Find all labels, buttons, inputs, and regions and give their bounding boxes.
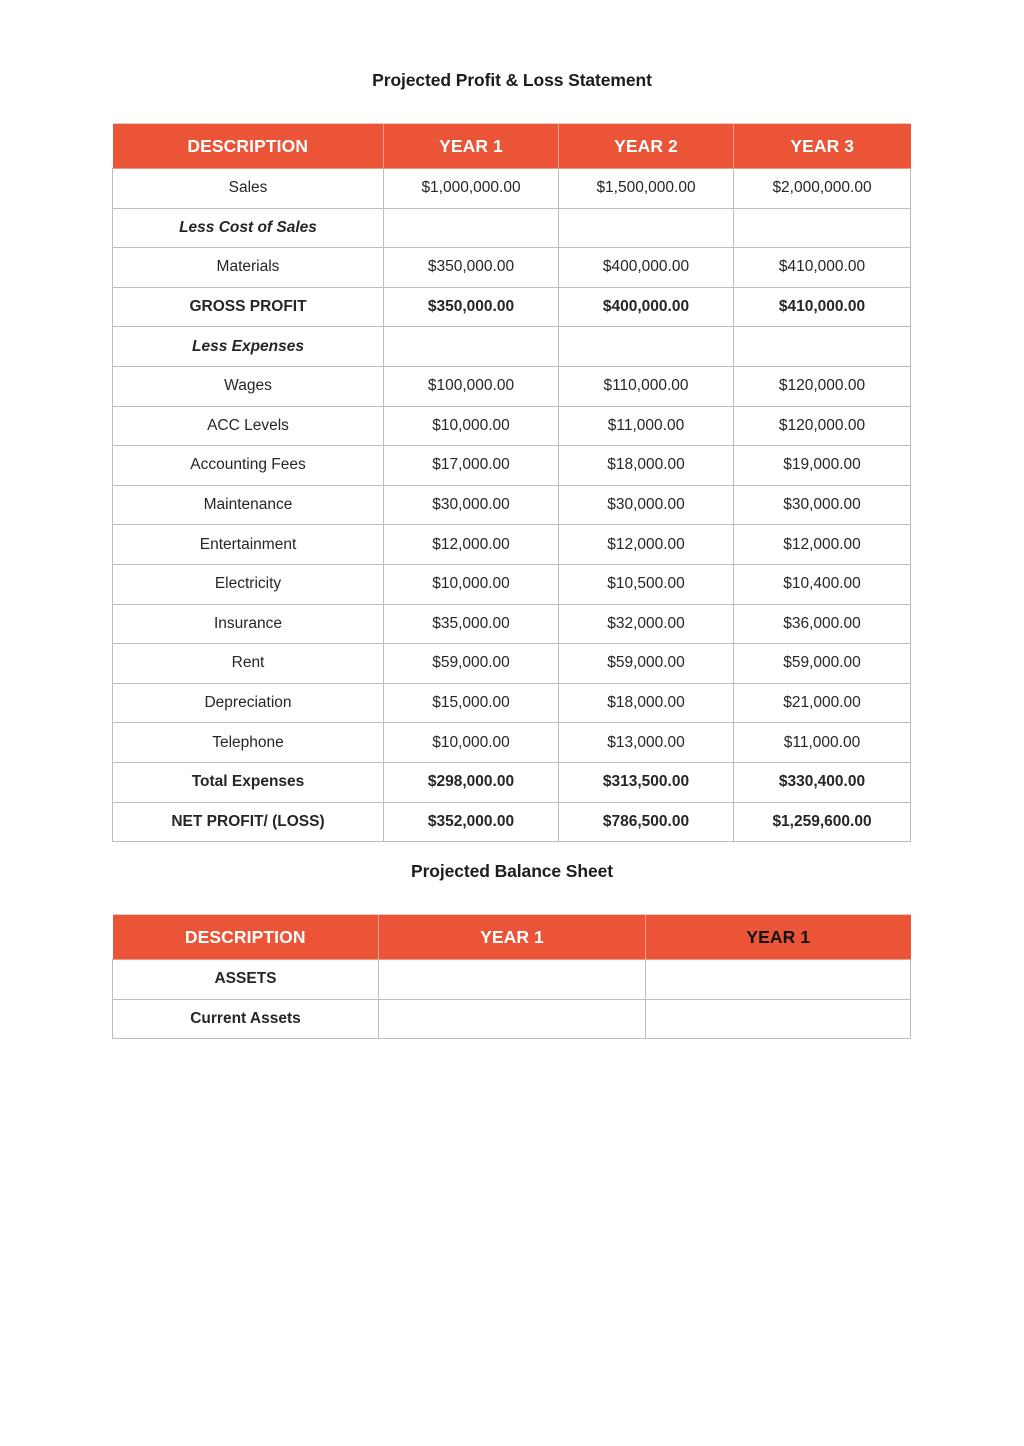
cell-value: $1,500,000.00 — [559, 169, 734, 209]
profit-loss-table-body — [113, 169, 911, 842]
row-label-net-profit-loss: NET PROFIT/ (LOSS) — [113, 802, 384, 842]
row-label-maintenance: Maintenance — [113, 485, 384, 525]
row-label-assets: ASSETS — [113, 960, 379, 1000]
table-row — [113, 723, 911, 763]
cell-value: $35,000.00 — [384, 604, 559, 644]
table-row — [113, 406, 911, 446]
table-row — [113, 564, 911, 604]
cell-value — [559, 208, 734, 248]
table-row — [113, 644, 911, 684]
cell-value: $10,000.00 — [384, 723, 559, 763]
cell-value: $410,000.00 — [734, 287, 911, 327]
cell-value: $17,000.00 — [384, 446, 559, 486]
cell-value: $1,259,600.00 — [734, 802, 911, 842]
cell-value: $313,500.00 — [559, 762, 734, 802]
cell-value: $59,000.00 — [734, 644, 911, 684]
table-header-row — [113, 124, 911, 169]
cell-value — [646, 999, 911, 1039]
cell-value: $30,000.00 — [559, 485, 734, 525]
cell-value: $786,500.00 — [559, 802, 734, 842]
cell-value: $21,000.00 — [734, 683, 911, 723]
row-label-current-assets: Current Assets — [113, 999, 379, 1039]
cell-value: $100,000.00 — [384, 366, 559, 406]
row-label-telephone: Telephone — [113, 723, 384, 763]
column-header-year-1: YEAR 1 — [384, 124, 559, 169]
cell-value — [559, 327, 734, 367]
balance-sheet-title: Projected Balance Sheet — [411, 861, 613, 881]
profit-loss-table — [112, 123, 911, 842]
cell-value: $10,400.00 — [734, 564, 911, 604]
cell-value: $330,400.00 — [734, 762, 911, 802]
cell-value: $120,000.00 — [734, 406, 911, 446]
row-label-insurance: Insurance — [113, 604, 384, 644]
cell-value — [734, 208, 911, 248]
cell-value: $15,000.00 — [384, 683, 559, 723]
cell-value: $1,000,000.00 — [384, 169, 559, 209]
row-label-rent: Rent — [113, 644, 384, 684]
cell-value: $110,000.00 — [559, 366, 734, 406]
cell-value: $18,000.00 — [559, 683, 734, 723]
cell-value: $36,000.00 — [734, 604, 911, 644]
cell-value — [379, 999, 646, 1039]
cell-value: $12,000.00 — [734, 525, 911, 565]
cell-value: $10,000.00 — [384, 406, 559, 446]
profit-loss-table-header — [113, 124, 911, 169]
table-row — [113, 446, 911, 486]
table-row — [113, 525, 911, 565]
column-header-year-2: YEAR 2 — [559, 124, 734, 169]
cell-value — [734, 327, 911, 367]
table-row — [113, 208, 911, 248]
table-row — [113, 327, 911, 367]
row-label-accounting-fees: Accounting Fees — [113, 446, 384, 486]
table-row — [113, 604, 911, 644]
column-header-year-3: YEAR 3 — [734, 124, 911, 169]
profit-loss-title: Projected Profit & Loss Statement — [372, 70, 652, 90]
cell-value: $400,000.00 — [559, 287, 734, 327]
cell-value: $2,000,000.00 — [734, 169, 911, 209]
cell-value: $11,000.00 — [734, 723, 911, 763]
table-row — [113, 802, 911, 842]
table-row — [113, 248, 911, 288]
cell-value: $30,000.00 — [734, 485, 911, 525]
balance-sheet-table-header — [113, 915, 911, 960]
table-header-row — [113, 915, 911, 960]
balance-sheet-table-body — [113, 960, 911, 1039]
row-label-materials: Materials — [113, 248, 384, 288]
cell-value: $59,000.00 — [559, 644, 734, 684]
cell-value: $11,000.00 — [559, 406, 734, 446]
balance-sheet-table — [112, 914, 911, 1039]
row-label-sales: Sales — [113, 169, 384, 209]
table-row — [113, 485, 911, 525]
cell-value — [384, 208, 559, 248]
cell-value: $10,500.00 — [559, 564, 734, 604]
table-row — [113, 762, 911, 802]
cell-value: $12,000.00 — [559, 525, 734, 565]
table-row — [113, 169, 911, 209]
table-row — [113, 366, 911, 406]
cell-value: $18,000.00 — [559, 446, 734, 486]
cell-value: $12,000.00 — [384, 525, 559, 565]
column-header-year-1-3: YEAR 1 — [646, 915, 911, 960]
cell-value: $10,000.00 — [384, 564, 559, 604]
cell-value: $298,000.00 — [384, 762, 559, 802]
cell-value: $32,000.00 — [559, 604, 734, 644]
cell-value — [384, 327, 559, 367]
row-label-less-cost-of-sales: Less Cost of Sales — [113, 208, 384, 248]
cell-value — [646, 960, 911, 1000]
row-label-electricity: Electricity — [113, 564, 384, 604]
table-row — [113, 960, 911, 1000]
cell-value: $352,000.00 — [384, 802, 559, 842]
column-header-year-1-2: YEAR 1 — [379, 915, 646, 960]
cell-value: $13,000.00 — [559, 723, 734, 763]
row-label-total-expenses: Total Expenses — [113, 762, 384, 802]
column-header-description: DESCRIPTION — [113, 124, 384, 169]
cell-value: $19,000.00 — [734, 446, 911, 486]
cell-value: $350,000.00 — [384, 248, 559, 288]
cell-value: $410,000.00 — [734, 248, 911, 288]
table-row — [113, 287, 911, 327]
row-label-less-expenses: Less Expenses — [113, 327, 384, 367]
row-label-wages: Wages — [113, 366, 384, 406]
cell-value: $59,000.00 — [384, 644, 559, 684]
table-row — [113, 999, 911, 1039]
cell-value: $30,000.00 — [384, 485, 559, 525]
cell-value: $400,000.00 — [559, 248, 734, 288]
cell-value: $350,000.00 — [384, 287, 559, 327]
table-row — [113, 683, 911, 723]
row-label-depreciation: Depreciation — [113, 683, 384, 723]
row-label-gross-profit: GROSS PROFIT — [113, 287, 384, 327]
cell-value — [379, 960, 646, 1000]
row-label-acc-levels: ACC Levels — [113, 406, 384, 446]
cell-value: $120,000.00 — [734, 366, 911, 406]
column-header-description-1: DESCRIPTION — [113, 915, 379, 960]
row-label-entertainment: Entertainment — [113, 525, 384, 565]
